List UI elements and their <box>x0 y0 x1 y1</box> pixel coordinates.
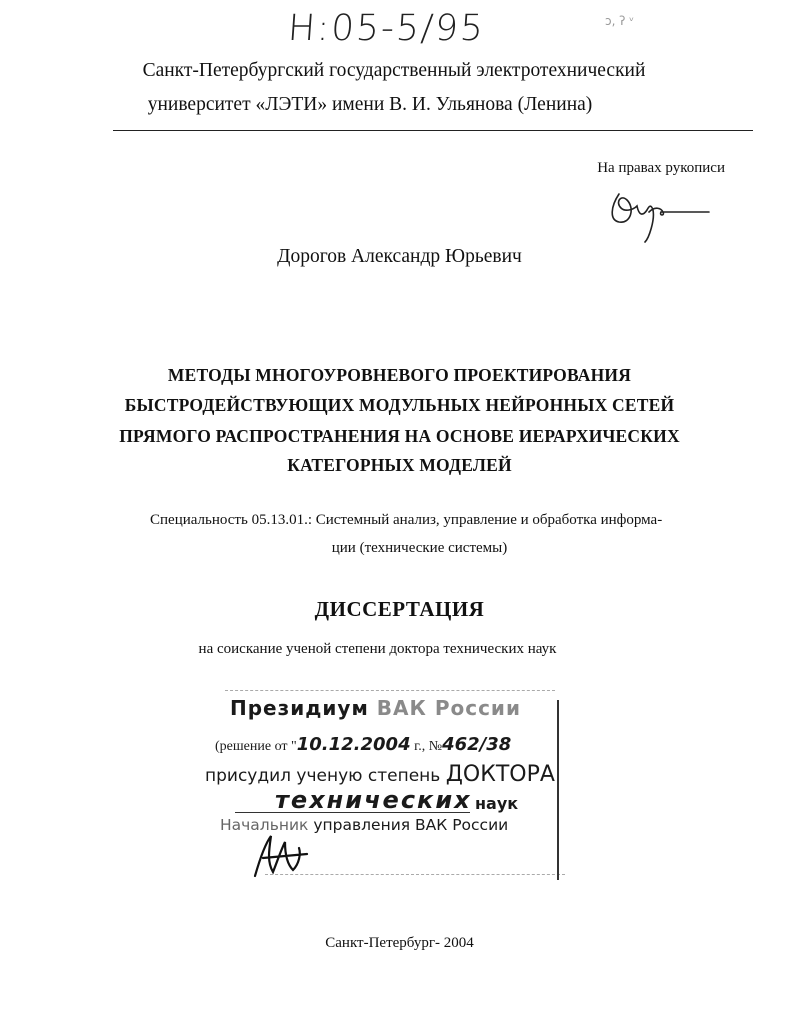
stamp-chief-rest: управления ВАК России <box>313 816 509 834</box>
stamp-awarded-degree: ДОКТОРА <box>445 762 555 787</box>
stamp-presidium <box>230 696 521 720</box>
author-signature <box>605 186 715 246</box>
stamp-decision-prefix: (решение от " <box>215 739 297 754</box>
stamp-field-handwritten: технических <box>275 786 472 814</box>
stamp-top-dash <box>225 690 555 691</box>
stamp-science-word: наук <box>475 794 519 813</box>
thesis-title-line-1: МЕТОДЫ МНОГОУРОВНЕВОГО ПРОЕКТИРОВАНИЯ <box>167 365 632 385</box>
stamp-bottom-dash <box>265 874 565 875</box>
stamp-decision-mid: г., № <box>414 739 443 754</box>
stamp-decision-number: 462/38 <box>442 734 512 755</box>
stamp-decision <box>215 734 511 755</box>
university-line-1: Санкт-Петербургский государственный электротехнический <box>142 60 646 81</box>
handwritten-code: Н:05-5/95 <box>286 8 487 49</box>
stamp-presidium-word: Президиум <box>230 696 369 720</box>
stamp-chief-faded: Начальник <box>220 816 309 834</box>
thesis-title-line-3: ПРЯМОГО РАСПРОСТРАНЕНИЯ НА ОСНОВЕ ИЕРАРХИЧЕСКИХ <box>119 426 680 446</box>
university-line-2: университет «ЛЭТИ» имени В. И. Ульянова (Ленина) <box>147 94 593 115</box>
rights-note: На правах рукописи <box>597 160 725 176</box>
stamp-presidium-vak: ВАК России <box>376 696 521 720</box>
vak-stamp <box>205 690 575 890</box>
specialty-line-2: ции (технические системы) <box>331 540 508 556</box>
dissertation-subtitle: на соискание ученой степени доктора технических наук <box>198 641 557 657</box>
thesis-title-line-4: КАТЕГОРНЫХ МОДЕЛЕЙ <box>287 455 512 475</box>
specialty-line-1: Специальность 05.13.01.: Системный анализ, управление и обработка информа- <box>150 512 663 528</box>
stamp-awarded <box>205 762 555 787</box>
author-name: Дорогов Александр Юрьевич <box>277 246 522 267</box>
stamp-signature <box>245 832 325 880</box>
stamp-field-underline <box>235 812 470 813</box>
header-divider <box>113 130 753 131</box>
stamp-decision-date: 10.12.2004 <box>296 734 411 755</box>
footer-city-year: Санкт-Петербург- 2004 <box>325 935 474 951</box>
dissertation-heading: ДИССЕРТАЦИЯ <box>314 597 485 621</box>
stamp-right-border <box>557 700 559 880</box>
stamp-awarded-prefix: присудил ученую степень <box>205 766 441 786</box>
corner-mark: ɔ, ʔ ᵛ <box>605 14 635 28</box>
thesis-title-line-2: БЫСТРОДЕЙСТВУЮЩИХ МОДУЛЬНЫХ НЕЙРОННЫХ СЕТЕЙ <box>124 395 675 415</box>
